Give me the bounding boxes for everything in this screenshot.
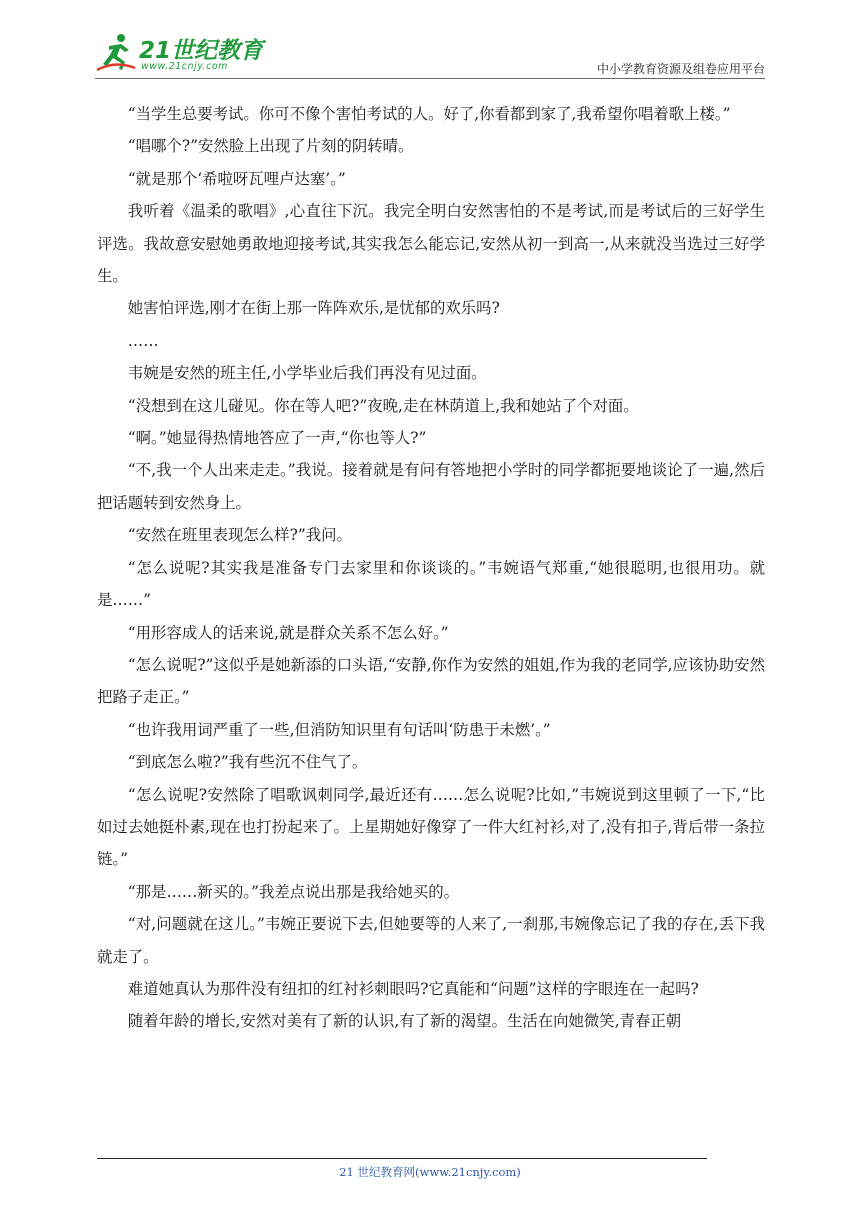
logo	[95, 30, 265, 74]
paragraph: “不,我一个人出来走走。”我说。接着就是有问有答地把小学时的同学都扼要地谈论了一遍,然后把话题转到安然身上。	[97, 461, 765, 512]
paragraph: “当学生总要考试。你可不像个害怕考试的人。好了,你看都到家了,我希望你唱着歌上楼。”	[127, 105, 731, 123]
paragraph: 随着年龄的增长,安然对美有了新的认识,有了新的渴望。生活在向她微笑,青春正朝	[127, 1012, 682, 1031]
paragraph: “到底怎么啦?”我有些沉不住气了。	[127, 753, 368, 772]
runner-logo-icon	[95, 30, 139, 74]
paragraph: “对,问题就在这儿。”韦婉正要说下去,但她要等的人来了,一刹那,韦婉像忘记了我的存在,丢下我就走了。	[97, 915, 765, 966]
paragraph: “没想到在这儿碰见。你在等人吧?”夜晚,走在林荫道上,我和她站了个对面。	[127, 396, 639, 415]
paragraph: “啊。”她显得热情地答应了一声,“你也等人?”	[127, 429, 427, 448]
platform-label: 中小学教育资源及组卷应用平台	[596, 62, 765, 76]
footer-divider	[97, 1158, 707, 1159]
paragraph: ……	[127, 331, 159, 350]
paragraph: “那是……新买的。”我差点说出那是我给她买的。	[127, 882, 460, 901]
paragraph: “用形容成人的话来说,就是群众关系不怎么好。”	[127, 623, 449, 642]
page-header	[95, 26, 765, 82]
paragraph: “怎么说呢?”这似乎是她新添的口头语,“安静,你作为安然的姐姐,作为我的老同学,应该协助安然把路子走正。”	[97, 655, 765, 707]
paragraph: “也许我用词严重了一些,但消防知识里有句话叫‘防患于未燃’。”	[127, 720, 551, 739]
header-divider	[95, 78, 765, 79]
paragraph: 她害怕评选,刚才在街上那一阵阵欢乐,是忧郁的欢乐吗?	[127, 299, 500, 318]
paragraph: “唱哪个?”安然脸上出现了片刻的阴转晴。	[127, 137, 414, 156]
paragraph: 我听着《温柔的歌唱》,心直往下沉。我完全明白安然害怕的不是考试,而是考试后的三好学生评选。我故意安慰她勇敢地迎接考试,其实我怎么能忘记,安然从初一到高一,从来就没当选过三好学生。	[97, 202, 765, 286]
article-body	[97, 98, 765, 1038]
paragraph: “就是那个‘希啦呀瓦哩卢达塞’。”	[127, 169, 346, 188]
logo-text: 21世纪教育	[139, 38, 264, 64]
paragraph: 韦婉是安然的班主任,小学毕业后我们再没有见过面。	[127, 364, 487, 383]
logo-url: www.21cnjy.com	[141, 61, 228, 72]
footer-text: 21 世纪教育网(www.21cnjy.com)	[339, 1165, 521, 1179]
paragraph: “安然在班里表现怎么样?”我问。	[127, 526, 352, 545]
paragraph: 难道她真认为那件没有纽扣的红衬衫刺眼吗?它真能和“问题”这样的字眼连在一起吗?	[127, 979, 699, 998]
paragraph: “怎么说呢?安然除了唱歌讽刺同学,最近还有……怎么说呢?比如,”韦婉说到这里顿了一下,“比如过去她挺朴素,现在也打扮起来了。上星期她好像穿了一件大红衬衫,对了,没有扣子,背后带一条拉链。”	[97, 785, 765, 869]
paragraph: “怎么说呢?其实我是准备专门去家里和你谈谈的。”韦婉语气郑重,“她很聪明,也很用功。就是……”	[97, 558, 765, 610]
